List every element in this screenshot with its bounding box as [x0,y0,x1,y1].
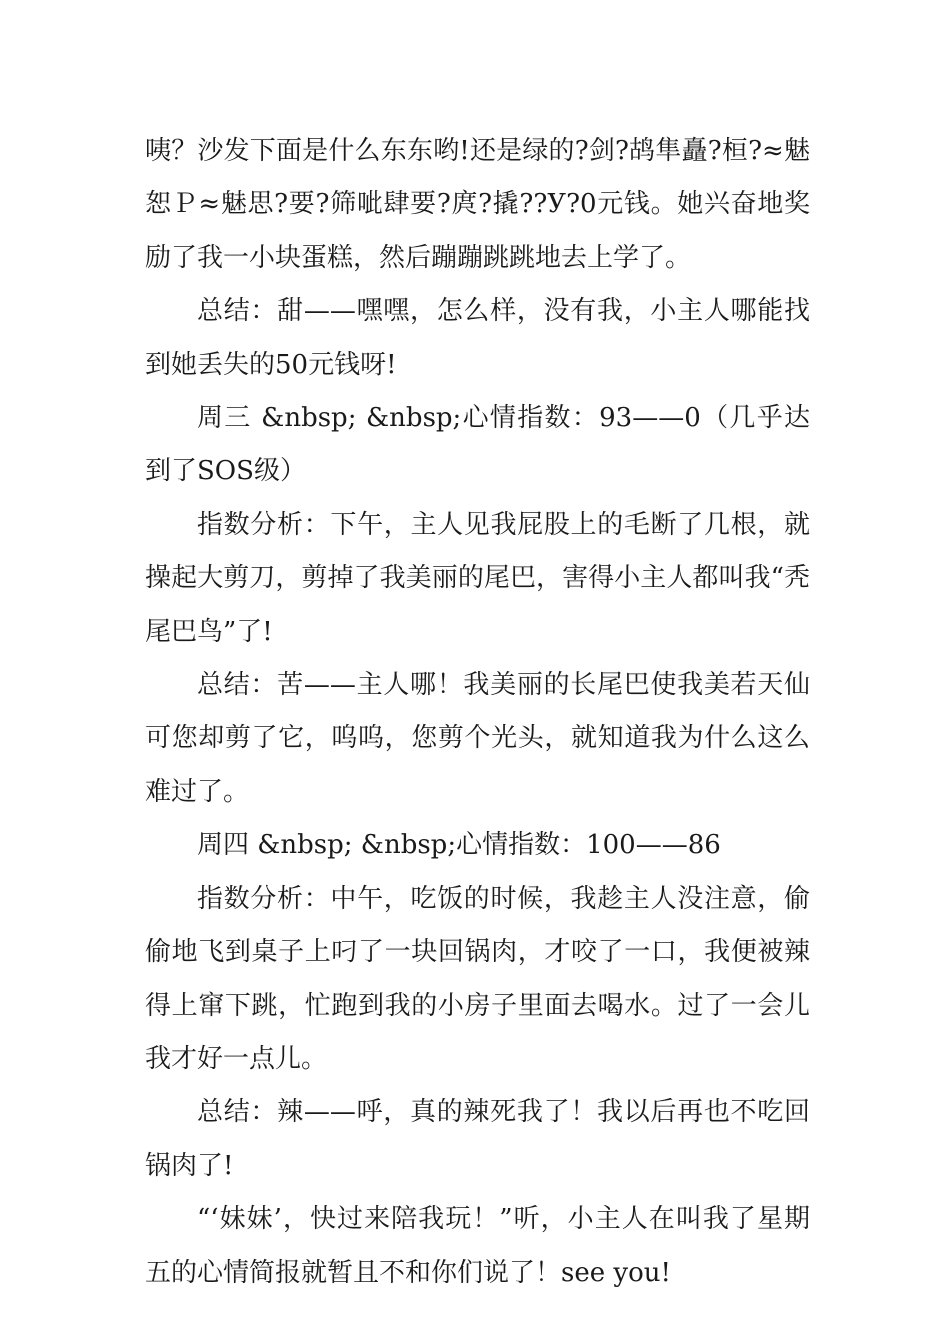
paragraph-summary-spicy: 总结：辣——呼，真的辣死我了！我以后再也不吃回锅肉了! [145,1097,810,1181]
paragraph-summary-bitter: 总结：苦——主人哪！我美丽的长尾巴使我美若天仙可您却剪了它，呜呜，您剪个光头，就知道我为什么这么难过了。 [145,670,810,807]
paragraph-wednesday-analysis: 指数分析：下午，主人见我屁股上的毛断了几根，就操起大剪刀，剪掉了我美丽的尾巴，害得小主人都叫我“秃尾巴鸟”了! [145,509,810,647]
body-text [145,125,810,1300]
paragraph-closing: “‘妹妹’，快过来陪我玩！”听，小主人在叫我了星期五的心情简报就暂且不和你们说了！see you! [145,1204,810,1288]
paragraph-sofa-discovery: 咦？沙发下面是什么东东哟!还是绿的?剑?鸪隼矗?桓?≈魅恕Ｐ≈魅思?要?筛呲肆要?庹?撬??У?0元钱。她兴奋地奖励了我一小块蛋糕，然后蹦蹦跳跳地去上学了。 [145,136,810,273]
paragraph-wednesday-mood: 周三 &nbsp; &nbsp;心情指数：93——0（几乎达到了SOS级） [145,403,810,487]
paragraph-thursday-analysis: 指数分析：中午，吃饭的时候，我趁主人没注意，偷偷地飞到桌子上叼了一块回锅肉，才咬了一口，我便被辣得上窜下跳，忙跑到我的小房子里面去喝水。过了一会儿我才好一点儿。 [145,883,810,1074]
paragraph-summary-sweet: 总结：甜——嘿嘿，怎么样，没有我，小主人哪能找到她丢失的50元钱呀! [145,296,810,380]
paragraph-thursday-mood: 周四 &nbsp; &nbsp;心情指数：100——86 [197,830,721,861]
